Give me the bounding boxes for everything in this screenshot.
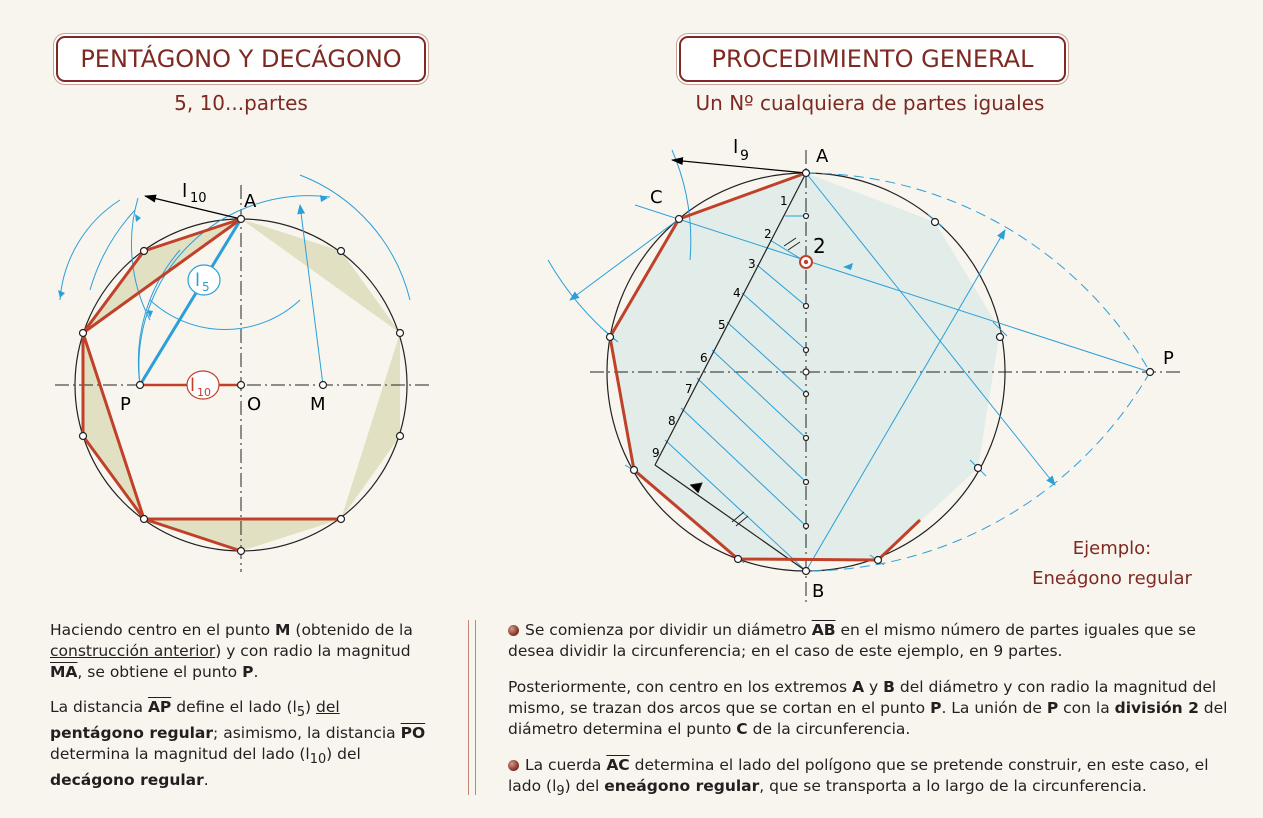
right-paragraph-1: Se comienza por dividir un diámetro $\overline{AB}$ en el mismo número de partes iguales que se desea dividir la circunferencia; en el caso de este ejemplo, en 9 partes. — [508, 621, 1196, 660]
left-paragraph-1: Haciendo centro en el punto M (obtenido de la construcción anterior) y con radio la magnitud $\overline{MA}$, se obtiene el punto P. — [50, 621, 413, 681]
svg-text:8: 8 — [668, 414, 676, 428]
l5-badge — [188, 265, 220, 295]
general-procedure-title: PROCEDIMIENTO GENERAL — [679, 36, 1066, 82]
svg-text:6: 6 — [700, 351, 708, 365]
left-label-o: O — [247, 394, 262, 415]
l9-label — [733, 136, 749, 164]
l10-badge — [187, 371, 219, 399]
column-divider — [468, 620, 476, 795]
svg-text:3: 3 — [748, 257, 756, 271]
svg-text:l: l — [195, 270, 201, 291]
left-paragraph-2: La distancia $\overline{AP}$ define el lado $(l_5)$ del pentágono regular; asimismo, la distancia $\overline{PO}$ determina la magnitud del lado $(l_{10})$ del decágono regular. — [50, 698, 426, 790]
svg-text:10: 10 — [190, 191, 207, 206]
general-procedure-subtitle: Un Nº cualquiera de partes iguales — [695, 91, 1045, 115]
svg-text:2: 2 — [764, 227, 772, 241]
svg-text:5: 5 — [202, 280, 210, 294]
bullet-icon — [508, 760, 519, 771]
left-diagram — [55, 175, 430, 572]
svg-text:1: 1 — [780, 194, 788, 208]
svg-text:l: l — [733, 136, 739, 158]
svg-text:4: 4 — [733, 286, 741, 300]
right-paragraph-2: Posteriormente, con centro en los extremos A y B del diámetro y con radio la magnitud del mismo, se trazan dos arcos que se cortan en el punto P. La unión de P con la división 2 del diámetro determina el punto C de la circunferencia. — [508, 678, 1228, 738]
example-polygon-name: Eneágono regular — [1032, 568, 1192, 589]
right-paragraph-3: La cuerda $\overline{AC}$ determina el lado del polígono que se pretende construir, en este caso, el lado $(l_9)$ del eneágono regular, que se transporta a lo largo de la circunferencia. — [508, 756, 1209, 800]
svg-text:l: l — [190, 375, 196, 396]
left-label-p: P — [120, 394, 131, 415]
bullet-icon — [508, 625, 519, 636]
right-label-2: 2 — [813, 234, 826, 258]
example-label: Ejemplo: — [1072, 538, 1152, 559]
svg-text:5: 5 — [718, 318, 726, 332]
right-diagram — [548, 136, 1180, 605]
right-label-c: C — [650, 187, 663, 208]
pentagon-decagon-subtitle: 5, 10...partes — [174, 91, 308, 115]
svg-text:10: 10 — [197, 386, 211, 399]
svg-text:7: 7 — [685, 382, 693, 396]
right-label-p: P — [1163, 348, 1174, 369]
pentagon-decagon-title: PENTÁGONO Y DECÁGONO — [56, 36, 426, 82]
svg-text:l: l — [182, 180, 188, 202]
svg-text:9: 9 — [652, 446, 660, 460]
l9-transfer-line — [672, 160, 806, 173]
svg-text:9: 9 — [740, 148, 749, 164]
right-label-a: A — [816, 146, 829, 167]
l10-top-label — [182, 180, 207, 206]
left-label-m: M — [310, 394, 326, 415]
nonagon-fill — [610, 173, 1000, 560]
right-label-b: B — [812, 581, 825, 602]
left-label-a: A — [244, 191, 257, 212]
